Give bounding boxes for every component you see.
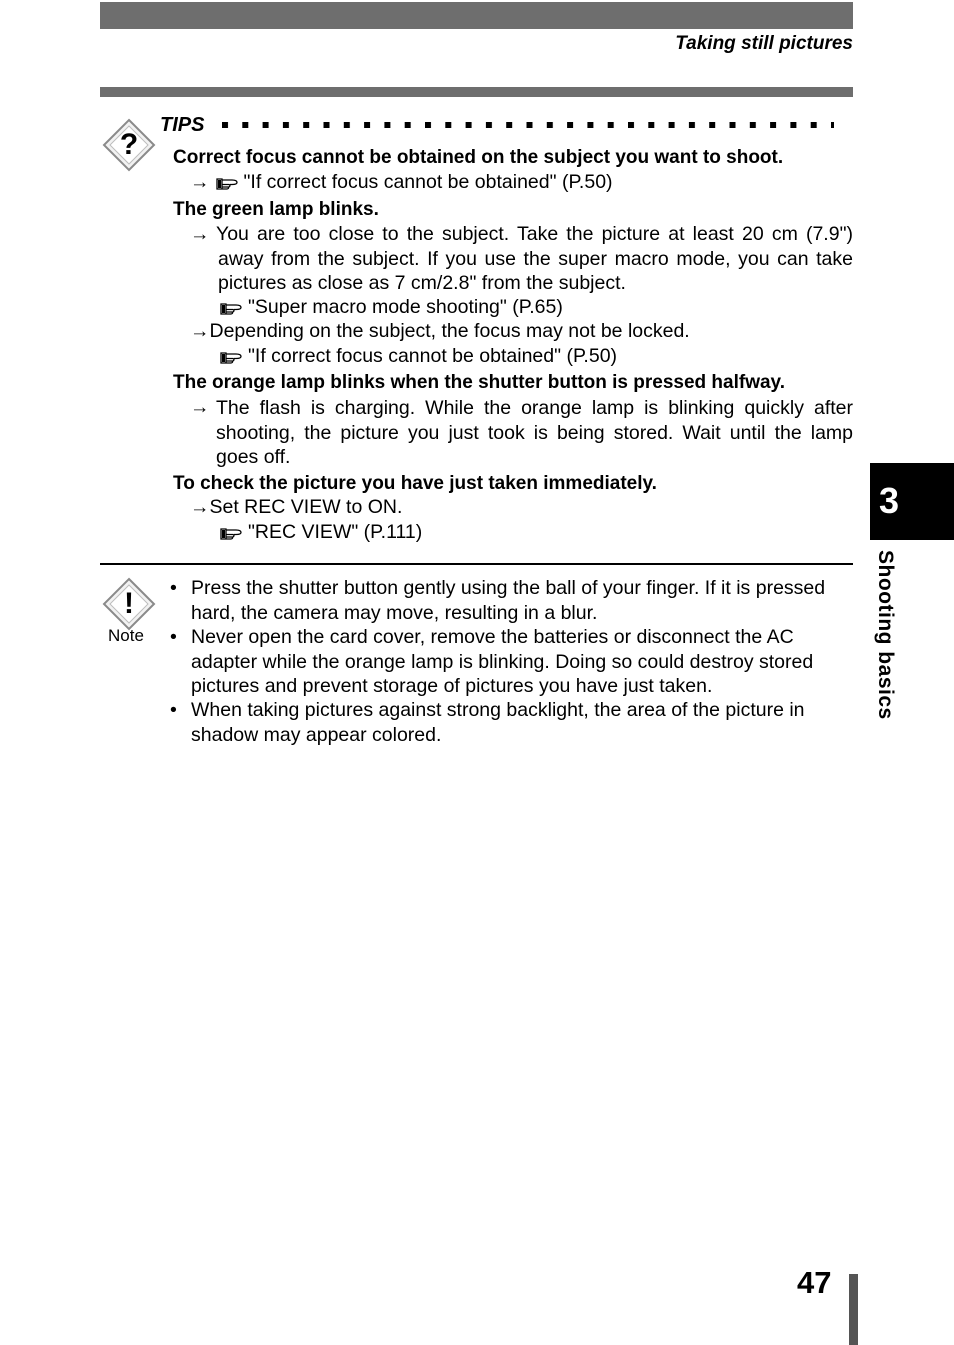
arrow-glyph: → — [190, 171, 210, 193]
chapter-tab — [870, 463, 954, 540]
note-label: Note — [108, 626, 144, 645]
arrow-glyph: → — [190, 320, 210, 342]
chapter-title-text: Shooting basics — [874, 550, 897, 720]
page-number: 47 — [797, 1265, 832, 1300]
arrow-glyph: → — [190, 223, 210, 245]
reference-text: "If correct focus cannot be obtained" (P.50) — [243, 171, 613, 193]
note-item — [170, 576, 853, 626]
exclamation-diamond-icon — [102, 577, 156, 631]
tip-reference — [190, 171, 613, 194]
tip-bullet — [190, 496, 402, 519]
note-item — [170, 625, 853, 699]
pointing-hand-icon — [220, 349, 242, 365]
bullet-glyph: • — [170, 626, 177, 648]
arrow-glyph: → — [190, 496, 210, 518]
pointing-hand-icon — [220, 525, 242, 541]
question-diamond-icon — [102, 118, 156, 172]
chapter-title-vertical — [873, 550, 899, 740]
tip-heading: The green lamp blinks. — [173, 199, 379, 220]
tip-bullet — [190, 320, 690, 343]
chapter-number: 3 — [879, 480, 900, 521]
bullet-glyph: • — [170, 577, 177, 599]
tip-heading: Correct focus cannot be obtained on the subject you want to shoot. — [173, 147, 784, 168]
bullet-glyph: • — [170, 699, 177, 721]
tip-reference — [220, 296, 563, 322]
page-number-bar — [849, 1274, 858, 1345]
note-item — [170, 698, 853, 748]
tip-heading: The orange lamp blinks when the shutter button is pressed halfway. — [173, 372, 785, 393]
section-separator — [100, 563, 853, 565]
question-mark-glyph: ? — [119, 128, 139, 161]
tip-bullet-text: Set REC VIEW to ON. — [209, 496, 403, 518]
tip-bullet-text: Depending on the subject, the focus may not be locked. — [209, 320, 690, 342]
running-header-title: Taking still pictures — [675, 33, 853, 54]
reference-text: "If correct focus cannot be obtained" (P.50) — [248, 345, 618, 367]
tips-dotted-rule — [222, 119, 834, 131]
reference-text: "Super macro mode shooting" (P.65) — [248, 296, 563, 318]
tips-label: TIPS — [160, 114, 205, 136]
arrow-glyph: → — [190, 396, 210, 418]
reference-text: "REC VIEW" (P.111) — [248, 521, 423, 543]
tip-heading: To check the picture you have just taken immediately. — [173, 473, 657, 494]
tip-bullet-text: The flash is charging. While the orange lamp is blinking quickly after shooting, the picture you just took is being stored. Wait until the lamp goes off. — [216, 397, 853, 468]
section-rule-bar — [100, 87, 853, 97]
note-item-text: When taking pictures against strong backlight, the area of the picture in shadow may appear colored. — [191, 699, 805, 746]
pointing-hand-icon — [220, 300, 242, 316]
tip-reference — [220, 521, 422, 547]
note-item-text: Never open the card cover, remove the batteries or disconnect the AC adapter while the orange lamp is blinking. Doing so could destroy stored pictures and prevent storage of pictures you have just taken. — [191, 626, 814, 697]
note-item-text: Press the shutter button gently using the ball of your finger. If it is pressed hard, the camera may move, resulting in a blur. — [191, 577, 826, 624]
pointing-hand-icon — [216, 175, 238, 191]
header-bar — [100, 2, 853, 29]
exclamation-glyph: ! — [124, 587, 134, 620]
tip-bullet-text: You are too close to the subject. Take the picture at least 20 cm (7.9") away from the subject. If you use the super macro mode, you can take pictures as close as 7 cm/2.8" from the subject. — [216, 223, 853, 294]
tip-reference — [220, 345, 617, 371]
